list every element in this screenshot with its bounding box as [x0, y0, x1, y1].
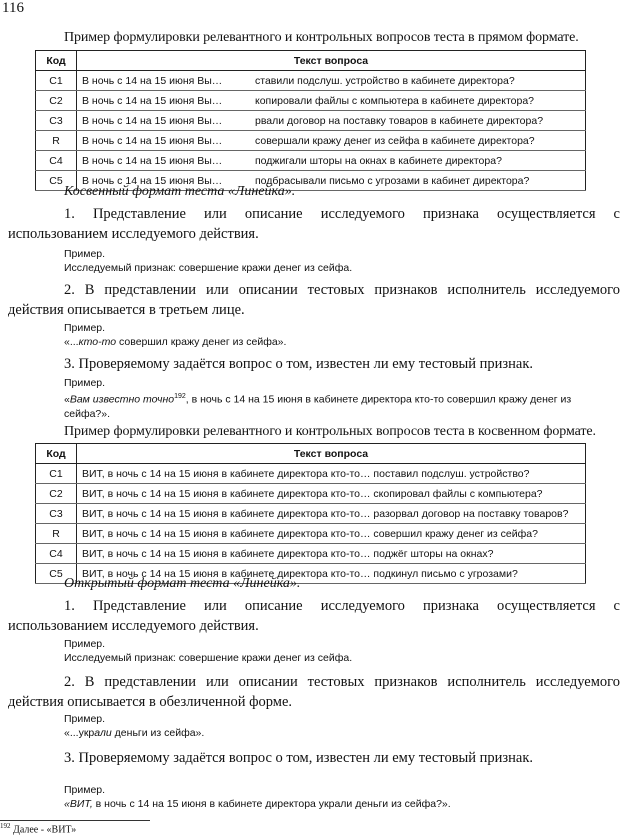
example-label: Пример.: [64, 713, 106, 725]
row-lead: В ночь с 14 на 15 июня Вы…: [82, 134, 223, 147]
example-label: Пример.: [64, 248, 106, 260]
emphasis: кто-то: [78, 336, 117, 348]
open-point-3: 3. Проверяемому задаётся вопрос о том, известен ли ему тестовый признак.: [64, 750, 534, 766]
open-point-2: 2. В представлении или описании тестовых признаков исполнитель исследуемого действия описывается в обезличенной форме.: [8, 674, 620, 710]
table-row: [36, 504, 586, 524]
row-lead: В ночь с 14 на 15 июня Вы…: [82, 74, 223, 87]
example-rest: , в ночь с 14 на 15 июня в кабинете директора кто-то совершил кражу денег из сейфа?».: [64, 393, 572, 420]
row-question: совершали кражу денег из сейфа в кабинете директора?: [255, 134, 535, 147]
row-code: C4: [36, 151, 77, 171]
column-header-code: Код: [36, 444, 77, 464]
indirect-example-3: [64, 376, 594, 421]
row-question: поджигали шторы на окнах в кабинете директора?: [255, 154, 502, 167]
row-code: C3: [36, 504, 77, 524]
row-lead: В ночь с 14 на 15 июня Вы…: [82, 154, 223, 167]
indirect-point-1: 1. Представление или описание исследуемого признака осуществляется с использованием исследуемого действия.: [8, 206, 620, 242]
table-row: [36, 71, 586, 91]
row-code: C3: [36, 111, 77, 131]
open-point-1: 1. Представление или описание исследуемого признака осуществляется с использованием исследуемого действия.: [8, 598, 620, 634]
example-label: Пример.: [64, 322, 106, 334]
emphasis: Вам известно точно: [69, 393, 175, 406]
row-lead: В ночь с 14 на 15 июня Вы…: [82, 94, 223, 107]
table-row: [36, 464, 586, 484]
table-row: [36, 111, 586, 131]
example-label: Пример.: [64, 377, 106, 389]
table-row: [36, 524, 586, 544]
footnote: [0, 822, 76, 835]
example-rest: в ночь с 14 на 15 июня в кабинете директора украли деньги из сейфа?».: [92, 798, 451, 810]
column-header-question: Текст вопроса: [77, 444, 586, 464]
example-text: Исследуемый признак: совершение кражи денег из сейфа.: [64, 262, 353, 274]
indirect-example-2: [64, 321, 594, 349]
row-text: [77, 151, 586, 171]
footnote-ref[interactable]: 192: [174, 393, 186, 400]
table-row: [36, 484, 586, 504]
row-code: C1: [36, 464, 77, 484]
example-text: [64, 390, 594, 421]
row-lead: В ночь с 14 на 15 июня Вы…: [82, 174, 223, 187]
row-text: [77, 131, 586, 151]
row-code: R: [36, 524, 77, 544]
table1-caption: Пример формулировки релевантного и контрольных вопросов теста в прямом формате.: [64, 30, 579, 45]
row-text: [77, 71, 586, 91]
table-header-row: [36, 444, 586, 464]
open-example-3: [64, 783, 594, 811]
indirect-example-1: [64, 247, 594, 275]
row-question: подбрасывали письмо с угрозами в кабинет директора?: [255, 174, 530, 187]
footnote-number: 192: [0, 822, 11, 830]
open-example-2: [64, 712, 594, 740]
column-header-question: Текст вопроса: [77, 51, 586, 71]
open-format-heading: Открытый формат теста «Линейка».: [64, 576, 301, 591]
example-text: [64, 335, 594, 349]
footnote-divider: [0, 820, 150, 821]
example-text: [64, 726, 594, 740]
table-row: [36, 544, 586, 564]
row-question: ВИТ, в ночь с 14 на 15 июня в кабинете директора кто-то… подкинул письмо с угрозами?: [77, 564, 586, 584]
row-code: R: [36, 131, 77, 151]
row-code: C5: [36, 171, 77, 191]
emphasis: «ВИТ,: [64, 798, 93, 810]
indirect-format-heading: Косвенный формат теста «Линейка».: [64, 184, 296, 199]
quote-open: «: [64, 393, 70, 406]
table-header-row: [36, 51, 586, 71]
page-number: 116: [2, 0, 24, 16]
row-question: ВИТ, в ночь с 14 на 15 июня в кабинете директора кто-то… совершил кражу денег из сейфа?: [77, 524, 586, 544]
example-text: [64, 797, 594, 811]
row-question: ставили подслуш. устройство в кабинете директора?: [255, 74, 515, 87]
indirect-point-2: 2. В представлении или описании тестовых признаков исполнитель исследуемого действия описывается в третьем лице.: [8, 282, 620, 318]
row-question: ВИТ, в ночь с 14 на 15 июня в кабинете директора кто-то… поставил подслуш. устройство?: [77, 464, 586, 484]
row-code: C1: [36, 71, 77, 91]
open-example-1: [64, 637, 594, 665]
example-text: Исследуемый признак: совершение кражи денег из сейфа.: [64, 652, 353, 664]
row-code: C4: [36, 544, 77, 564]
row-question: рвали договор на поставку товаров в кабинете директора?: [255, 114, 544, 127]
row-text: [77, 91, 586, 111]
table-row: [36, 151, 586, 171]
direct-format-table: [35, 50, 586, 191]
row-text: [77, 111, 586, 131]
table-row: [36, 91, 586, 111]
row-code: C2: [36, 484, 77, 504]
row-question: ВИТ, в ночь с 14 на 15 июня в кабинете директора кто-то… скопировал файлы с компьютера?: [77, 484, 586, 504]
quote-open: «...: [64, 336, 79, 348]
row-question: копировали файлы с компьютера в кабинете директора?: [255, 94, 534, 107]
emphasis: али: [94, 727, 112, 739]
quote-open: «...укр: [64, 727, 95, 739]
row-code: C2: [36, 91, 77, 111]
example-rest: совершил кражу денег из сейфа».: [116, 336, 287, 348]
row-lead: В ночь с 14 на 15 июня Вы…: [82, 114, 223, 127]
example-label: Пример.: [64, 784, 106, 796]
row-question: ВИТ, в ночь с 14 на 15 июня в кабинете директора кто-то… разорвал договор на поставку товаров?: [77, 504, 586, 524]
column-header-code: Код: [36, 51, 77, 71]
footnote-text: Далее - «ВИТ»: [10, 824, 77, 836]
row-question: ВИТ, в ночь с 14 на 15 июня в кабинете директора кто-то… поджёг шторы на окнах?: [77, 544, 586, 564]
indirect-format-table: [35, 443, 586, 584]
example-rest: деньги из сейфа».: [111, 727, 205, 739]
table2-caption: Пример формулировки релевантного и контрольных вопросов теста в косвенном формате.: [64, 424, 596, 439]
example-label: Пример.: [64, 638, 106, 650]
indirect-point-3: 3. Проверяемому задаётся вопрос о том, известен ли ему тестовый признак.: [64, 356, 534, 372]
table-row: [36, 131, 586, 151]
row-code: C5: [36, 564, 77, 584]
